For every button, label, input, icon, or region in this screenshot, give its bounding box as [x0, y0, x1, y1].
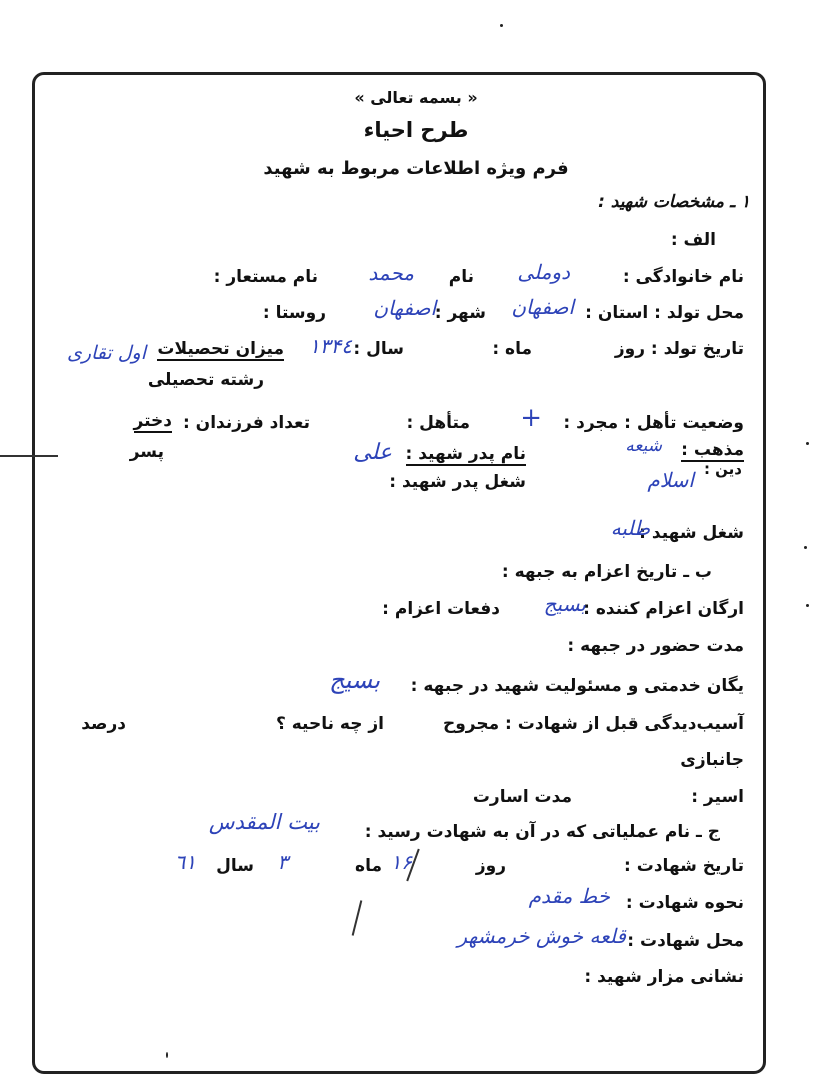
section-b-heading: ب ـ تاریخ اعزام به جبهه :: [501, 562, 712, 582]
birth-month-label: ماه :: [492, 339, 532, 359]
scan-speck: [804, 546, 807, 549]
alias-label: نام مستعار :: [213, 267, 318, 287]
religion-value: اسلام: [647, 468, 694, 492]
birth-place-label: محل تولد : استان :: [585, 303, 744, 323]
daughter-label: دختر: [133, 411, 172, 431]
martyrdom-year-value: ٦۱: [174, 850, 196, 874]
marital-status-label: وضعیت تأهل : مجرد :: [563, 413, 744, 433]
religion-label: دین :: [703, 460, 742, 478]
scan-edge-mark: [0, 455, 58, 457]
family-name-value: دوملی: [517, 260, 570, 284]
section-1-heading: ۱ ـ مشخصات شهید :: [598, 192, 750, 212]
form-subtitle: فرم ویژه اطلاعات مربوط به شهید: [263, 158, 569, 179]
martyrdom-manner-label: نحوه شهادت :: [625, 893, 744, 913]
job-value: طلبه: [610, 516, 650, 540]
front-duration-label: مدت حضور در جبهه :: [567, 636, 744, 656]
janbazi-label: جانبازی: [680, 750, 744, 770]
martyrdom-month-label: ماه: [355, 856, 382, 876]
captive-label: اسیر :: [691, 787, 744, 807]
father-name-value: علی: [353, 440, 392, 465]
martyrdom-date-label: تاریخ شهادت :: [624, 856, 744, 876]
injury-label: آسیب‌دیدگی قبل از شهادت : مجروح: [442, 714, 744, 734]
bismillah-heading: « بسمه تعالی »: [354, 88, 478, 107]
job-label: شغل شهید :: [639, 523, 744, 543]
married-label: متأهل :: [406, 413, 470, 433]
percent-label: درصد: [81, 714, 126, 734]
birth-year-value: ۱۳۴٤: [309, 334, 352, 358]
dispatch-org-value: بسیج: [543, 592, 586, 616]
scan-speck: [500, 24, 503, 27]
scan-speck: [806, 604, 809, 607]
dispatch-org-label: ارگان اعزام کننده :: [583, 599, 744, 619]
scan-speck: [166, 1052, 168, 1058]
education-level-label: میزان تحصیلات: [157, 339, 284, 359]
city-value: اصفهان: [373, 296, 436, 320]
martyrdom-month-value: ۳: [277, 850, 288, 874]
first-name-value: محمد: [368, 261, 414, 285]
martyrdom-place-label: محل شهادت :: [627, 931, 744, 951]
dispatch-times-label: دفعات اعزام :: [382, 599, 500, 619]
birth-date-label: تاریخ تولد : روز: [614, 339, 744, 359]
operation-value: بیت المقدس: [208, 810, 320, 834]
unit-value: بسیج: [329, 666, 380, 694]
father-job-label: شغل پدر شهید :: [389, 472, 526, 492]
section-j-heading: ج ـ نام عملیاتی که در آن به شهادت رسید :: [364, 822, 720, 842]
which-area-label: از چه ناحیه ؟: [275, 714, 384, 734]
form-title: طرح احیاء: [363, 118, 469, 142]
unit-label: یگان خدمتی و مسئولیت شهید در جبهه :: [410, 676, 744, 696]
martyrdom-day-value: ۱۶: [390, 850, 412, 874]
grave-address-label: نشانی مزار شهید :: [584, 967, 744, 987]
section-alef-heading: الف :: [670, 230, 716, 250]
village-label: روستا :: [262, 303, 326, 323]
family-name-label: نام خانوادگی :: [622, 267, 744, 287]
martyrdom-place-value: قلعه خوش خرمشهر: [457, 924, 626, 948]
children-count-label: تعداد فرزندان :: [182, 413, 310, 433]
first-name-label: نام: [448, 267, 474, 287]
province-value: اصفهان: [511, 295, 574, 319]
scan-speck: [806, 442, 809, 445]
sect-value: شیعه: [625, 436, 662, 456]
martyrdom-year-label: سال: [216, 856, 254, 876]
son-label: پسر: [129, 442, 164, 462]
birth-year-label: سال :: [353, 339, 404, 359]
sect-label: مذهب :: [681, 440, 744, 460]
field-of-study-label: رشته تحصیلی: [147, 370, 264, 390]
martyrdom-day-label: روز: [475, 856, 506, 876]
father-name-label: نام پدر شهید :: [405, 444, 526, 464]
captivity-duration-label: مدت اسارت: [472, 787, 572, 807]
martyrdom-manner-value: خط مقدم: [528, 884, 610, 908]
single-mark: +: [520, 403, 542, 433]
education-level-value: اول تقاری: [66, 342, 146, 364]
city-label: شهر :: [434, 303, 486, 323]
